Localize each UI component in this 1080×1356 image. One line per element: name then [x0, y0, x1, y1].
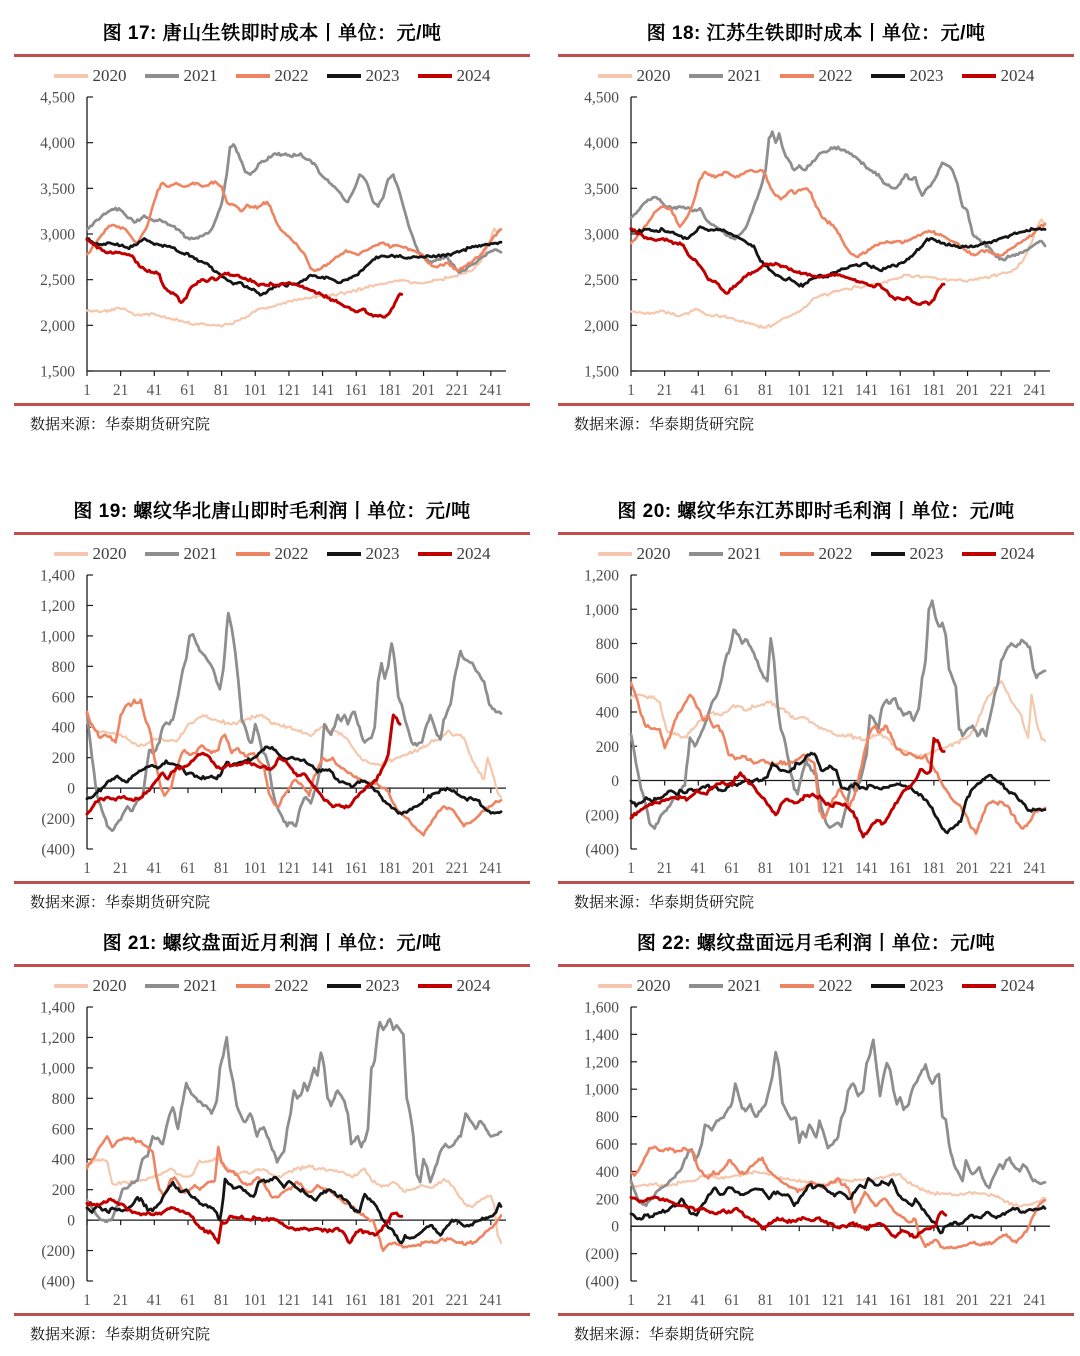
- legend-label: 2023: [365, 976, 400, 995]
- x-axis: [627, 371, 1050, 399]
- chart-legend: [558, 973, 1074, 999]
- legend-swatch-2022: [236, 984, 270, 988]
- figure-title: 图 18: 江苏生铁即时成本丨单位：元/吨: [646, 23, 986, 44]
- x-tick-label: 161: [344, 860, 368, 877]
- legend-item-2024: [962, 66, 1035, 86]
- legend-label: 2024: [456, 544, 491, 563]
- x-tick-label: 101: [243, 1292, 267, 1309]
- x-tick-label: 201: [411, 860, 436, 877]
- x-tick-label: 41: [146, 382, 163, 399]
- data-source: [14, 884, 530, 912]
- y-axis: [584, 1000, 637, 1291]
- legend-swatch-2020: [598, 74, 632, 78]
- legend-label: 2021: [183, 66, 218, 85]
- x-tick-label: 241: [479, 382, 503, 399]
- legend-item-2022: [780, 66, 853, 86]
- x-tick-label: 61: [724, 1292, 740, 1309]
- x-tick-label: 41: [146, 1292, 163, 1309]
- y-tick-label: 800: [595, 636, 619, 653]
- legend-swatch-2022: [780, 74, 814, 78]
- chart-legend: [558, 63, 1074, 89]
- title-divider: [558, 964, 1074, 967]
- x-tick-label: 221: [445, 382, 469, 399]
- x-tick-label: 221: [445, 1292, 469, 1309]
- series-2021-line: [87, 613, 501, 831]
- x-tick-label: 81: [757, 382, 774, 399]
- y-tick-label: 1,200: [40, 597, 75, 615]
- x-tick-label: 121: [277, 1292, 301, 1309]
- y-tick-label: 4,000: [584, 135, 619, 153]
- x-tick-label: 1: [83, 860, 91, 877]
- y-tick-label: 600: [51, 1121, 75, 1139]
- y-tick-label: (400): [41, 1273, 75, 1291]
- y-axis: [584, 568, 637, 859]
- x-tick-label: 181: [922, 1292, 946, 1309]
- legend-label: 2022: [818, 66, 853, 85]
- y-tick-label: 600: [595, 1136, 619, 1154]
- x-tick-label: 121: [277, 860, 301, 877]
- x-tick-label: 21: [656, 1292, 673, 1309]
- x-tick-label: 21: [112, 382, 129, 399]
- x-tick-label: 101: [787, 1292, 811, 1309]
- legend-label: 2022: [274, 976, 309, 995]
- x-tick-label: 141: [310, 382, 335, 399]
- y-tick-label: 1,400: [40, 567, 75, 585]
- legend-label: 2020: [92, 976, 127, 995]
- x-tick-label: 181: [378, 382, 402, 399]
- y-tick-label: 3,000: [584, 226, 619, 244]
- x-tick-label: 201: [955, 860, 980, 877]
- title-divider: [14, 964, 530, 967]
- data-source: [558, 406, 1074, 434]
- x-tick-label: 61: [724, 860, 740, 877]
- y-tick-label: 0: [611, 1218, 619, 1236]
- series-2022-line: [631, 1147, 1045, 1249]
- x-tick-label: 1: [83, 382, 91, 399]
- data-source-label: 数据来源：: [30, 894, 106, 911]
- legend-label: 2022: [274, 66, 309, 85]
- data-source-label: 数据来源：: [574, 1326, 650, 1343]
- y-tick-label: 800: [595, 1109, 619, 1127]
- legend-label: 2022: [818, 544, 853, 563]
- y-tick-label: 1,600: [584, 999, 619, 1017]
- legend-label: 2023: [909, 544, 944, 563]
- legend-item-2020: [598, 976, 671, 996]
- y-tick-label: 1,000: [584, 1081, 619, 1099]
- figure-18: [558, 14, 1074, 434]
- line-chart-20: [558, 567, 1074, 879]
- legend-label: 2023: [365, 544, 400, 563]
- legend-swatch-2023: [871, 74, 905, 78]
- legend-swatch-2021: [145, 984, 179, 988]
- x-tick-label: 81: [213, 860, 230, 877]
- legend-item-2023: [327, 544, 400, 564]
- x-tick-label: 1: [627, 382, 635, 399]
- legend-label: 2024: [1000, 976, 1035, 995]
- x-tick-label: 141: [854, 1292, 879, 1309]
- y-tick-label: 800: [51, 1090, 75, 1108]
- y-tick-label: 3,000: [40, 226, 75, 244]
- y-tick-label: (200): [41, 811, 75, 829]
- legend-swatch-2021: [145, 552, 179, 556]
- title-divider: [14, 532, 530, 535]
- y-tick-label: 1,000: [584, 601, 619, 619]
- legend-item-2022: [236, 66, 309, 86]
- y-axis: [40, 568, 93, 859]
- x-tick-label: 41: [690, 1292, 707, 1309]
- series-2021-line: [87, 145, 501, 273]
- figure-title: 图 21: 螺纹盘面近月利润丨单位：元/吨: [102, 933, 442, 954]
- legend-swatch-2020: [54, 552, 88, 556]
- x-tick-label: 121: [821, 382, 845, 399]
- legend-swatch-2021: [145, 74, 179, 78]
- legend-item-2023: [871, 976, 944, 996]
- y-tick-label: 1,000: [40, 1060, 75, 1078]
- data-source-value: 华泰期货研究院: [105, 416, 211, 433]
- y-tick-label: 400: [595, 1163, 619, 1181]
- figure-19: [14, 492, 530, 912]
- x-axis: [627, 1226, 1050, 1309]
- data-source-value: 华泰期货研究院: [649, 416, 755, 433]
- x-tick-label: 241: [479, 1292, 503, 1309]
- x-tick-label: 241: [479, 860, 503, 877]
- legend-item-2020: [54, 66, 127, 86]
- line-chart-18: [558, 89, 1074, 401]
- data-source-label: 数据来源：: [30, 1326, 106, 1343]
- x-tick-label: 61: [180, 860, 196, 877]
- title-divider: [558, 532, 1074, 535]
- data-source: [558, 1316, 1074, 1344]
- x-tick-label: 221: [445, 860, 469, 877]
- legend-item-2022: [236, 544, 309, 564]
- x-axis: [83, 371, 506, 399]
- y-axis: [584, 90, 637, 381]
- figure-20: [558, 492, 1074, 912]
- x-tick-label: 101: [243, 382, 267, 399]
- legend-swatch-2020: [54, 74, 88, 78]
- x-tick-label: 21: [112, 860, 129, 877]
- legend-item-2022: [236, 976, 309, 996]
- line-chart-22: [558, 999, 1074, 1311]
- y-tick-label: 400: [595, 704, 619, 722]
- legend-item-2020: [54, 976, 127, 996]
- legend-label: 2023: [909, 66, 944, 85]
- figure-title: 图 20: 螺纹华东江苏即时毛利润丨单位：元/吨: [617, 501, 1015, 522]
- legend-swatch-2020: [598, 552, 632, 556]
- legend-item-2024: [418, 544, 491, 564]
- x-tick-label: 181: [378, 860, 402, 877]
- legend-item-2024: [962, 976, 1035, 996]
- legend-swatch-2024: [962, 552, 996, 556]
- x-tick-label: 221: [989, 860, 1013, 877]
- y-tick-label: 200: [51, 1182, 75, 1200]
- legend-item-2022: [780, 976, 853, 996]
- data-source-label: 数据来源：: [574, 416, 650, 433]
- x-tick-label: 121: [821, 860, 845, 877]
- y-tick-label: 1,500: [40, 363, 75, 381]
- x-tick-label: 161: [344, 382, 368, 399]
- y-tick-label: (200): [585, 1246, 619, 1264]
- chart-legend: [558, 541, 1074, 567]
- y-tick-label: (400): [41, 841, 75, 859]
- x-tick-label: 221: [989, 382, 1013, 399]
- legend-label: 2020: [92, 66, 127, 85]
- x-tick-label: 121: [821, 1292, 845, 1309]
- x-tick-label: 201: [955, 1292, 980, 1309]
- series-2024-line: [87, 1199, 402, 1243]
- legend-label: 2020: [92, 544, 127, 563]
- x-tick-label: 41: [146, 860, 163, 877]
- data-source-value: 华泰期货研究院: [105, 1326, 211, 1343]
- legend-item-2021: [689, 544, 762, 564]
- x-tick-label: 61: [180, 1292, 196, 1309]
- x-tick-label: 161: [888, 860, 912, 877]
- legend-item-2023: [327, 66, 400, 86]
- x-tick-label: 81: [757, 1292, 774, 1309]
- x-tick-label: 101: [787, 382, 811, 399]
- series-2021-line: [631, 132, 1045, 261]
- x-tick-label: 101: [787, 860, 811, 877]
- legend-swatch-2022: [780, 984, 814, 988]
- figure-21: [14, 924, 530, 1344]
- figure-title: 图 19: 螺纹华北唐山即时毛利润丨单位：元/吨: [73, 501, 471, 522]
- y-tick-label: (400): [585, 1273, 619, 1291]
- data-source-label: 数据来源：: [574, 894, 650, 911]
- y-axis: [40, 90, 93, 381]
- x-tick-label: 41: [690, 860, 707, 877]
- figure-title: 图 22: 螺纹盘面远月毛利润丨单位：元/吨: [636, 933, 996, 954]
- legend-label: 2021: [727, 544, 762, 563]
- x-tick-label: 101: [243, 860, 267, 877]
- y-tick-label: 2,500: [584, 272, 619, 290]
- line-chart-17: [14, 89, 530, 401]
- line-chart-19: [14, 567, 530, 879]
- legend-swatch-2023: [327, 74, 361, 78]
- series-2023-line: [631, 1178, 1045, 1233]
- legend-swatch-2023: [327, 984, 361, 988]
- x-axis: [83, 788, 506, 877]
- y-tick-label: 2,000: [584, 317, 619, 335]
- legend-item-2023: [871, 544, 944, 564]
- x-tick-label: 61: [724, 382, 740, 399]
- x-tick-label: 1: [627, 860, 635, 877]
- title-divider: [558, 54, 1074, 57]
- x-tick-label: 241: [1023, 382, 1047, 399]
- x-tick-label: 161: [888, 1292, 912, 1309]
- y-tick-label: 2,000: [40, 317, 75, 335]
- legend-label: 2021: [183, 976, 218, 995]
- y-tick-label: 1,200: [584, 1054, 619, 1072]
- x-tick-label: 1: [83, 1292, 91, 1309]
- y-tick-label: 1,200: [40, 1029, 75, 1047]
- y-tick-label: 4,000: [40, 135, 75, 153]
- x-tick-label: 61: [180, 382, 196, 399]
- y-tick-label: 400: [51, 1151, 75, 1169]
- x-tick-label: 201: [411, 382, 436, 399]
- y-tick-label: 1,000: [40, 628, 75, 646]
- legend-label: 2024: [1000, 66, 1035, 85]
- legend-item-2020: [598, 544, 671, 564]
- legend-label: 2023: [365, 66, 400, 85]
- y-tick-label: 1,200: [584, 567, 619, 585]
- x-tick-label: 141: [854, 382, 879, 399]
- legend-item-2024: [418, 66, 491, 86]
- figure-title: 图 17: 唐山生铁即时成本丨单位：元/吨: [102, 23, 442, 44]
- legend-item-2021: [145, 544, 218, 564]
- y-tick-label: 4,500: [584, 89, 619, 107]
- y-tick-label: 1,500: [584, 363, 619, 381]
- legend-item-2021: [145, 66, 218, 86]
- legend-swatch-2021: [689, 74, 723, 78]
- x-tick-label: 181: [378, 1292, 402, 1309]
- legend-item-2020: [54, 544, 127, 564]
- figure-grid: [14, 14, 1074, 1344]
- legend-item-2024: [962, 544, 1035, 564]
- x-tick-label: 161: [888, 382, 912, 399]
- x-tick-label: 141: [310, 860, 335, 877]
- line-chart-21: [14, 999, 530, 1311]
- series-2024-line: [87, 715, 400, 814]
- x-tick-label: 241: [1023, 860, 1047, 877]
- x-tick-label: 181: [922, 382, 946, 399]
- legend-label: 2024: [456, 66, 491, 85]
- figure-17: [14, 14, 530, 434]
- legend-item-2024: [418, 976, 491, 996]
- series-2023-line: [87, 1177, 501, 1243]
- data-source: [14, 1316, 530, 1344]
- legend-item-2021: [689, 66, 762, 86]
- x-tick-label: 1: [627, 1292, 635, 1309]
- legend-label: 2021: [727, 66, 762, 85]
- y-tick-label: (200): [585, 807, 619, 825]
- y-tick-label: (400): [585, 841, 619, 859]
- legend-swatch-2023: [327, 552, 361, 556]
- y-tick-label: 400: [51, 719, 75, 737]
- legend-swatch-2024: [418, 74, 452, 78]
- x-tick-label: 201: [955, 382, 980, 399]
- x-tick-label: 241: [1023, 1292, 1047, 1309]
- data-source: [14, 406, 530, 434]
- data-source-value: 华泰期货研究院: [105, 894, 211, 911]
- x-tick-label: 21: [112, 1292, 129, 1309]
- y-tick-label: 3,500: [40, 180, 75, 198]
- y-tick-label: 1,400: [40, 999, 75, 1017]
- y-tick-label: 200: [51, 750, 75, 768]
- legend-swatch-2023: [871, 552, 905, 556]
- legend-label: 2021: [183, 544, 218, 563]
- legend-swatch-2022: [236, 74, 270, 78]
- y-tick-label: 4,500: [40, 89, 75, 107]
- y-tick-label: 200: [595, 738, 619, 756]
- x-tick-label: 161: [344, 1292, 368, 1309]
- figure-22: [558, 924, 1074, 1344]
- data-source: [558, 884, 1074, 912]
- legend-label: 2020: [636, 66, 671, 85]
- title-divider: [14, 54, 530, 57]
- x-tick-label: 221: [989, 1292, 1013, 1309]
- legend-swatch-2020: [598, 984, 632, 988]
- data-source-value: 华泰期货研究院: [649, 894, 755, 911]
- y-tick-label: 600: [595, 670, 619, 688]
- chart-legend: [14, 973, 530, 999]
- legend-swatch-2020: [54, 984, 88, 988]
- legend-swatch-2024: [418, 984, 452, 988]
- legend-swatch-2022: [780, 552, 814, 556]
- y-tick-label: 0: [67, 780, 75, 798]
- y-tick-label: 800: [51, 658, 75, 676]
- x-tick-label: 81: [213, 1292, 230, 1309]
- legend-item-2021: [145, 976, 218, 996]
- y-tick-label: (200): [41, 1243, 75, 1261]
- legend-label: 2023: [909, 976, 944, 995]
- y-tick-label: 3,500: [584, 180, 619, 198]
- data-source-label: 数据来源：: [30, 416, 106, 433]
- x-tick-label: 141: [310, 1292, 335, 1309]
- data-source-value: 华泰期货研究院: [649, 1326, 755, 1343]
- legend-swatch-2022: [236, 552, 270, 556]
- legend-label: 2024: [1000, 544, 1035, 563]
- x-tick-label: 121: [277, 382, 301, 399]
- legend-label: 2024: [456, 976, 491, 995]
- legend-swatch-2023: [871, 984, 905, 988]
- legend-label: 2022: [818, 976, 853, 995]
- y-axis: [40, 1000, 93, 1291]
- x-tick-label: 141: [854, 860, 879, 877]
- series-2021-line: [87, 1019, 501, 1221]
- x-tick-label: 81: [213, 382, 230, 399]
- y-tick-label: 200: [595, 1191, 619, 1209]
- x-tick-label: 201: [411, 1292, 436, 1309]
- series-2022-line: [87, 182, 501, 271]
- series-2024-line: [87, 240, 402, 318]
- legend-label: 2020: [636, 976, 671, 995]
- y-tick-label: 1,400: [584, 1026, 619, 1044]
- legend-item-2023: [327, 976, 400, 996]
- legend-swatch-2024: [962, 984, 996, 988]
- legend-swatch-2024: [962, 74, 996, 78]
- legend-item-2023: [871, 66, 944, 86]
- chart-legend: [14, 541, 530, 567]
- chart-legend: [14, 63, 530, 89]
- legend-item-2022: [780, 544, 853, 564]
- y-tick-label: 0: [611, 773, 619, 790]
- y-tick-label: 600: [51, 689, 75, 707]
- legend-label: 2020: [636, 544, 671, 563]
- x-tick-label: 21: [656, 382, 673, 399]
- legend-swatch-2021: [689, 984, 723, 988]
- x-tick-label: 181: [922, 860, 946, 877]
- legend-item-2020: [598, 66, 671, 86]
- legend-label: 2021: [727, 976, 762, 995]
- y-tick-label: 0: [67, 1212, 75, 1230]
- legend-label: 2022: [274, 544, 309, 563]
- x-tick-label: 41: [690, 382, 707, 399]
- y-tick-label: 2,500: [40, 272, 75, 290]
- legend-item-2021: [689, 976, 762, 996]
- x-tick-label: 21: [656, 860, 673, 877]
- legend-swatch-2021: [689, 552, 723, 556]
- x-tick-label: 81: [757, 860, 774, 877]
- legend-swatch-2024: [418, 552, 452, 556]
